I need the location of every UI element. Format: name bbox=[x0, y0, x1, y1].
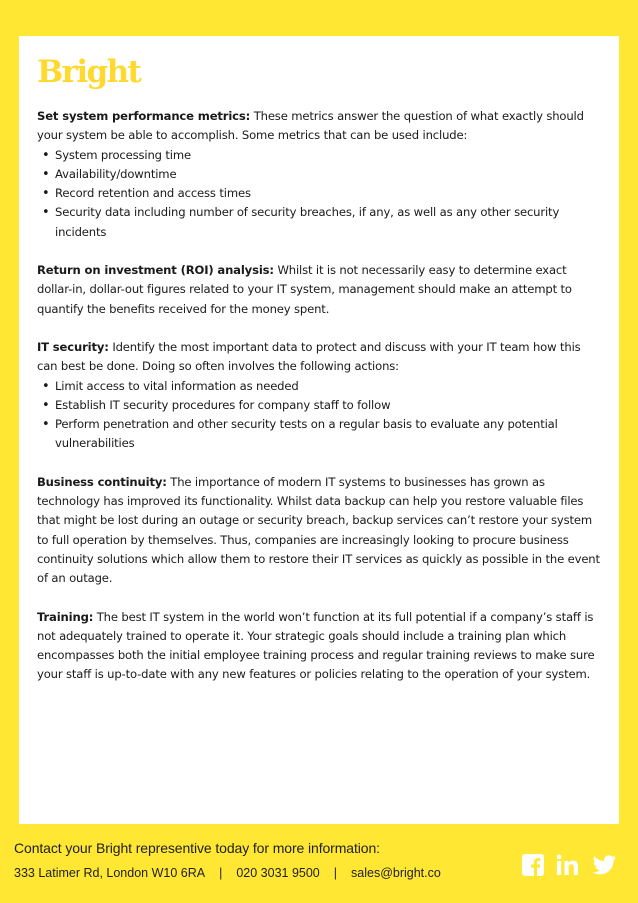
bullet-list bbox=[37, 377, 600, 454]
bullet-item: • Record retention and access times bbox=[37, 184, 600, 203]
section-1 bbox=[37, 107, 600, 242]
section-2 bbox=[37, 261, 600, 319]
section-3 bbox=[37, 338, 600, 454]
section-text: The best IT system in the world won’t function at its full potential if a company’s staff is not adequately trained to operate it. Your strategic goals should include a training plan which encompasses both the initial employee training process and regular training reviews to make sure your staff is up-to-date with any new features or policies relating to the operation of your system. bbox=[37, 609, 599, 682]
section-text: Whilst it is not necessarily easy to determine exact dollar-in, dollar-out figures related to your IT system, management should make an attempt to quantify the benefits received for the money spent. bbox=[37, 263, 576, 316]
social-links bbox=[522, 854, 616, 876]
section-heading: Return on investment (ROI) analysis: bbox=[37, 263, 274, 278]
section-text: These metrics answer the question of what exactly should your system be able to accomplish. Some metrics that can be used include: bbox=[37, 109, 588, 143]
section-heading: Training: bbox=[37, 609, 94, 624]
section-4 bbox=[37, 473, 604, 589]
section-heading: Set system performance metrics: bbox=[37, 109, 251, 123]
bullet-item: • Security data including number of security breaches, if any, as well as any other security incidents bbox=[37, 203, 600, 242]
document-body bbox=[37, 107, 604, 704]
bright-logo: Bright bbox=[37, 54, 141, 90]
footer-separator: | bbox=[219, 866, 223, 880]
section-paragraph bbox=[37, 338, 600, 377]
bullet-item: • Availability/downtime bbox=[37, 165, 600, 184]
section-paragraph bbox=[37, 608, 600, 685]
footer-address: 333 Latimer Rd, London W10 6RA bbox=[14, 866, 206, 880]
document-page bbox=[19, 36, 619, 824]
section-paragraph bbox=[37, 107, 600, 146]
bullet-item: • Limit access to vital information as needed bbox=[37, 377, 600, 396]
footer-contact-line bbox=[14, 866, 441, 880]
section-heading: Business continuity: bbox=[37, 474, 167, 489]
footer-title: Contact your Bright representive today for more information: bbox=[14, 840, 380, 856]
bullet-list bbox=[37, 146, 600, 242]
bullet-item: • Perform penetration and other security tests on a regular basis to evaluate any potential vulnerabilities bbox=[37, 415, 600, 454]
facebook-icon[interactable] bbox=[522, 854, 544, 876]
section-paragraph bbox=[37, 473, 604, 589]
linkedin-icon[interactable] bbox=[556, 854, 580, 876]
section-5 bbox=[37, 608, 600, 685]
section-text: The importance of modern IT systems to businesses has grown as technology has improved its functionality. Whilst data backup can help you restore valuable files that might be lost during an outage or security breach, backup services can’t restore your system to full operation by themselves. Thus, companies are increasingly looking to procure business continuity solutions which allow them to restore their IT services as quickly as possible in the event of an outage. bbox=[37, 474, 604, 586]
bullet-item: • Establish IT security procedures for company staff to follow bbox=[37, 396, 600, 415]
section-heading: IT security: bbox=[37, 339, 109, 354]
section-paragraph bbox=[37, 261, 600, 319]
section-text: Identify the most important data to protect and discuss with your IT team how this can best be done. Doing so often involves the following actions: bbox=[37, 339, 585, 374]
twitter-icon[interactable] bbox=[592, 855, 616, 875]
bullet-item: • System processing time bbox=[37, 146, 600, 165]
footer-email[interactable]: sales@bright.co bbox=[351, 866, 441, 880]
footer-phone[interactable]: 020 3031 9500 bbox=[236, 866, 320, 880]
footer-separator: | bbox=[333, 866, 338, 880]
